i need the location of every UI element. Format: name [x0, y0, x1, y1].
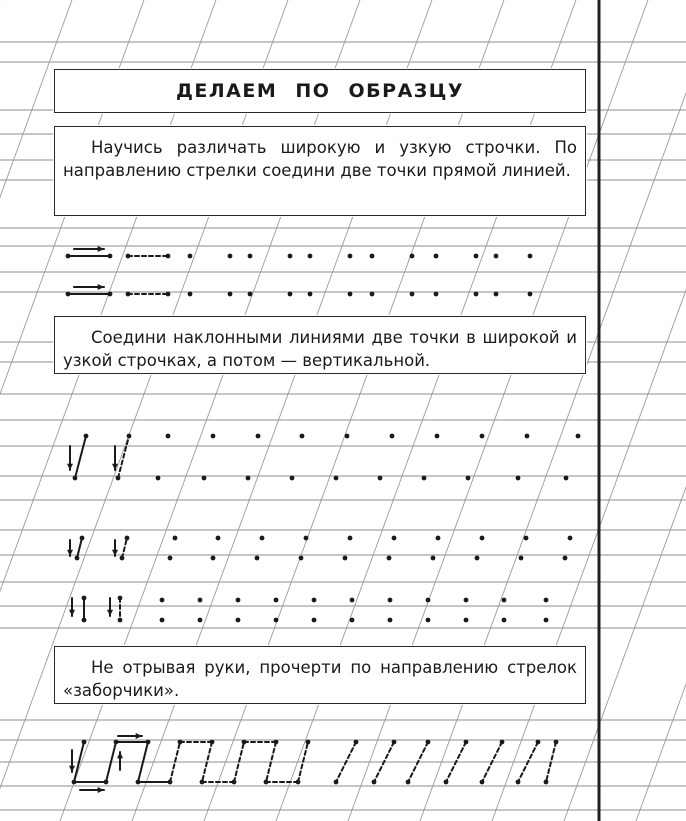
dot: [274, 598, 279, 603]
dot: [312, 598, 317, 603]
dot: [474, 292, 479, 297]
dot: [516, 476, 521, 481]
dot: [554, 740, 559, 745]
dot: [388, 618, 393, 623]
dot: [343, 556, 348, 561]
dot: [544, 780, 549, 785]
dot: [426, 598, 431, 603]
dot: [480, 434, 485, 439]
dot: [354, 740, 359, 745]
dot: [431, 556, 436, 561]
dot: [480, 780, 485, 785]
dot: [256, 434, 261, 439]
dot: [464, 598, 469, 603]
dot: [410, 254, 415, 259]
dot: [345, 434, 350, 439]
dot: [350, 598, 355, 603]
dot: [348, 536, 353, 541]
dot: [288, 292, 293, 297]
dot: [104, 780, 109, 785]
dot: [166, 292, 171, 297]
dot: [116, 476, 121, 481]
dot: [228, 292, 233, 297]
dot: [211, 556, 216, 561]
dot: [348, 254, 353, 259]
up-arrow-icon: [117, 752, 123, 758]
dot: [300, 434, 305, 439]
dot: [544, 598, 549, 603]
dot: [528, 292, 533, 297]
dot: [168, 556, 173, 561]
dot: [564, 476, 569, 481]
dot: [216, 536, 221, 541]
dot: [308, 292, 313, 297]
dot: [156, 476, 161, 481]
dot: [370, 292, 375, 297]
solid-guide: [75, 436, 86, 478]
task-1-text: Научись различать широкую и узкую строчки. По направлению стрелки соедини две точки прямой линией.: [63, 138, 577, 180]
dot: [500, 740, 505, 745]
dot: [392, 536, 397, 541]
dot: [125, 536, 130, 541]
dot: [108, 292, 113, 297]
dot: [422, 476, 427, 481]
dot: [82, 740, 87, 745]
dot: [563, 556, 568, 561]
dot: [248, 254, 253, 259]
dot: [544, 618, 549, 623]
dot: [188, 292, 193, 297]
dot: [82, 596, 87, 601]
dot: [388, 598, 393, 603]
dot: [228, 254, 233, 259]
dot: [118, 596, 123, 601]
title-box: [54, 69, 586, 113]
dot: [406, 780, 411, 785]
dot: [480, 536, 485, 541]
task-2-text: Соедини наклонными линиями две точки в широкой и узкой строчках, а потом — вертикальной.: [63, 328, 577, 370]
dot: [84, 434, 89, 439]
down-arrow-icon: [69, 766, 75, 772]
dot: [464, 618, 469, 623]
dot: [350, 618, 355, 623]
dot: [312, 618, 317, 623]
dot: [466, 476, 471, 481]
dot: [306, 740, 311, 745]
dot: [260, 536, 265, 541]
dot: [434, 254, 439, 259]
task-3-instruction: [54, 646, 586, 704]
dot: [166, 254, 171, 259]
down-arrow-icon: [107, 610, 113, 616]
dot: [334, 780, 339, 785]
dot: [246, 476, 251, 481]
dot: [426, 740, 431, 745]
dot: [274, 618, 279, 623]
dot: [494, 292, 499, 297]
dot: [290, 476, 295, 481]
dashed-guide: [118, 436, 129, 478]
slant-line: [636, 0, 686, 821]
dot: [435, 434, 440, 439]
dot: [502, 598, 507, 603]
dot: [528, 254, 533, 259]
dot: [378, 476, 383, 481]
dot: [524, 536, 529, 541]
dot: [299, 556, 304, 561]
dot: [160, 598, 165, 603]
dot: [255, 556, 260, 561]
dot: [173, 536, 178, 541]
dot: [146, 740, 151, 745]
task-2-instruction: [54, 316, 586, 374]
dot: [73, 476, 78, 481]
dot: [568, 536, 573, 541]
dot: [536, 740, 541, 745]
dot: [519, 556, 524, 561]
dot: [72, 780, 77, 785]
dot: [108, 254, 113, 259]
dot: [410, 292, 415, 297]
page-title: ДЕЛАЕМ ПО ОБРАЗЦУ: [175, 80, 465, 102]
dot: [236, 598, 241, 603]
dot: [372, 780, 377, 785]
dot: [198, 598, 203, 603]
dot: [516, 780, 521, 785]
dot: [211, 434, 216, 439]
dot: [475, 556, 480, 561]
dot: [348, 292, 353, 297]
dot: [494, 254, 499, 259]
dot: [387, 556, 392, 561]
dot: [168, 780, 173, 785]
dot: [126, 292, 131, 297]
dot: [66, 254, 71, 259]
down-arrow-icon: [67, 464, 73, 470]
dot: [126, 254, 131, 259]
dot: [392, 740, 397, 745]
right-arrow-icon: [98, 787, 104, 793]
right-arrow-icon: [98, 284, 104, 290]
dot: [82, 618, 87, 623]
dot: [426, 618, 431, 623]
dot: [308, 254, 313, 259]
task-3-text: Не отрывая руки, прочерти по направлению стрелок «заборчики».: [63, 658, 577, 700]
dot: [66, 292, 71, 297]
dot: [288, 254, 293, 259]
right-arrow-icon: [98, 246, 104, 252]
dot: [120, 556, 125, 561]
dot: [127, 434, 132, 439]
dot: [576, 434, 581, 439]
dot: [202, 476, 207, 481]
dot: [525, 434, 530, 439]
dot: [75, 556, 80, 561]
dot: [166, 434, 171, 439]
dot: [80, 536, 85, 541]
dot: [502, 618, 507, 623]
dot: [136, 780, 141, 785]
down-arrow-icon: [69, 610, 75, 616]
dot: [248, 292, 253, 297]
dot: [390, 434, 395, 439]
dot: [444, 780, 449, 785]
right-arrow-icon: [136, 733, 142, 739]
dot: [236, 618, 241, 623]
dot: [434, 292, 439, 297]
dot: [370, 254, 375, 259]
dot: [114, 740, 119, 745]
dot: [436, 536, 441, 541]
task-1-instruction: [54, 126, 586, 216]
dot: [334, 476, 339, 481]
dot: [160, 618, 165, 623]
dot: [118, 618, 123, 623]
dot: [198, 618, 203, 623]
dot: [304, 536, 309, 541]
dot: [188, 254, 193, 259]
dot: [464, 740, 469, 745]
dot: [474, 254, 479, 259]
